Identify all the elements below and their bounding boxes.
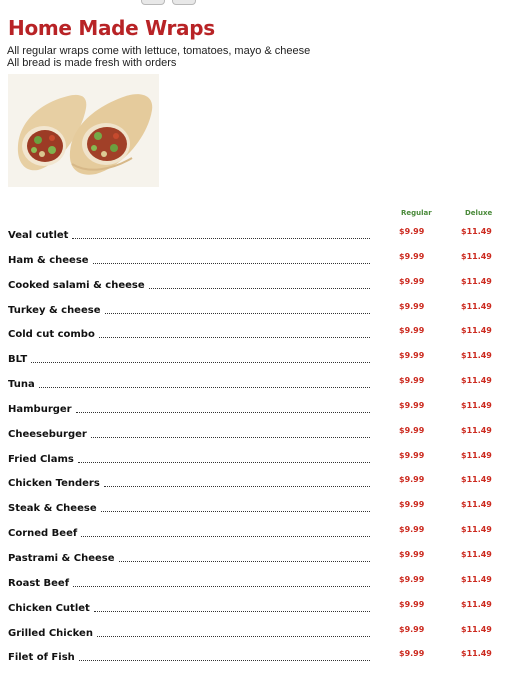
menu-item-name: Pastrami & Cheese (8, 552, 115, 564)
column-header-deluxe: Deluxe (465, 209, 493, 217)
column-header-regular: Regular (401, 209, 432, 217)
menu-item (8, 628, 370, 639)
menu-description (7, 45, 310, 69)
menu-item (8, 429, 370, 440)
price-deluxe: $11.49 (461, 276, 492, 286)
price-regular: $9.99 (399, 425, 425, 435)
price-regular: $9.99 (399, 624, 425, 634)
menu-item-name: Veal cutlet (8, 230, 69, 241)
menu-item-row (8, 301, 518, 326)
menu-item-name: Ham & cheese (8, 254, 89, 266)
dotted-leader (97, 635, 370, 637)
price-deluxe: $11.49 (461, 649, 492, 659)
price-deluxe: $11.49 (461, 549, 492, 559)
menu-item-row (8, 450, 518, 475)
price-regular: $9.99 (399, 326, 425, 336)
dotted-leader (105, 312, 371, 314)
price-deluxe: $11.49 (461, 624, 492, 634)
menu-item-row (8, 226, 518, 251)
menu-item-name: Cooked salami & cheese (8, 279, 145, 291)
menu-item (8, 454, 370, 465)
menu-item (8, 230, 370, 241)
menu-item-name: BLT (8, 354, 28, 366)
menu-item-row (8, 499, 518, 524)
dotted-leader (78, 461, 370, 463)
menu-item-row (8, 524, 518, 549)
price-regular: $9.99 (399, 525, 425, 535)
menu-item-name: Grilled Chicken (8, 627, 93, 639)
dotted-leader (81, 535, 370, 537)
price-regular: $9.99 (399, 549, 425, 559)
menu-item (8, 503, 370, 514)
menu-item (8, 404, 370, 415)
menu-item-row (8, 350, 518, 375)
price-regular: $9.99 (399, 574, 425, 584)
menu-item-row (8, 474, 518, 499)
price-deluxe: $11.49 (461, 326, 492, 336)
menu-item (8, 255, 370, 266)
dotted-leader (101, 510, 370, 512)
price-regular: $9.99 (399, 500, 425, 510)
wrap-photo (8, 74, 159, 187)
price-deluxe: $11.49 (461, 500, 492, 510)
dotted-leader (94, 610, 370, 612)
price-regular: $9.99 (399, 376, 425, 386)
price-regular: $9.99 (399, 301, 425, 311)
menu-item (8, 652, 370, 663)
menu-item-name: Filet of Fish (8, 652, 75, 664)
dotted-leader (149, 287, 370, 289)
menu-item-name: Corned Beef (8, 528, 78, 540)
menu-list (8, 226, 518, 673)
menu-item (8, 528, 370, 539)
price-deluxe: $11.49 (461, 425, 492, 435)
menu-item (8, 578, 370, 589)
price-deluxe: $11.49 (461, 450, 492, 460)
price-regular: $9.99 (399, 251, 425, 261)
page-title: Home Made Wraps (8, 16, 215, 40)
menu-item-name: Hamburger (8, 403, 72, 415)
price-deluxe: $11.49 (461, 574, 492, 584)
menu-item (8, 305, 370, 316)
dotted-leader (73, 585, 370, 587)
price-deluxe: $11.49 (461, 400, 492, 410)
description-line: All regular wraps come with lettuce, tomatoes, mayo & cheese (7, 45, 311, 57)
menu-item-name: Chicken Tenders (8, 478, 100, 490)
price-regular: $9.99 (399, 400, 425, 410)
menu-item (8, 329, 370, 340)
menu-item-name: Chicken Cutlet (8, 602, 90, 614)
dotted-leader (72, 237, 370, 239)
menu-item-row (8, 549, 518, 574)
menu-item-row (8, 375, 518, 400)
price-deluxe: $11.49 (461, 525, 492, 535)
menu-item-name: Turkey & cheese (8, 304, 101, 316)
top-tab-right[interactable] (172, 0, 196, 5)
dotted-leader (31, 361, 370, 363)
dotted-leader (39, 386, 370, 388)
menu-item-row (8, 425, 518, 450)
price-deluxe: $11.49 (461, 227, 492, 236)
price-regular: $9.99 (399, 649, 425, 659)
menu-item-name: Fried Clams (8, 453, 74, 465)
dotted-leader (104, 485, 370, 487)
menu-item (8, 379, 370, 390)
menu-item-name: Cold cut combo (8, 329, 95, 341)
dotted-leader (119, 560, 370, 562)
menu-item-row (8, 574, 518, 599)
menu-item-row (8, 599, 518, 624)
dotted-leader (79, 659, 370, 661)
menu-item-name: Steak & Cheese (8, 503, 97, 515)
top-tab-left[interactable] (141, 0, 165, 5)
menu-item-name: Tuna (8, 379, 35, 391)
price-deluxe: $11.49 (461, 301, 492, 311)
menu-item-row (8, 325, 518, 350)
price-regular: $9.99 (399, 227, 425, 236)
menu-item (8, 603, 370, 614)
price-regular: $9.99 (399, 276, 425, 286)
menu-item-row (8, 400, 518, 425)
menu-item-row (8, 251, 518, 276)
menu-item-row (8, 648, 518, 673)
menu-item (8, 478, 370, 489)
description-line: All bread is made fresh with orders (7, 57, 177, 69)
dotted-leader (99, 336, 370, 338)
menu-item-row (8, 624, 518, 649)
menu-item (8, 280, 370, 291)
price-regular: $9.99 (399, 599, 425, 609)
price-deluxe: $11.49 (461, 251, 492, 261)
price-deluxe: $11.49 (461, 475, 492, 485)
price-deluxe: $11.49 (461, 376, 492, 386)
menu-item-name: Cheeseburger (8, 428, 87, 440)
menu-item (8, 553, 370, 564)
dotted-leader (93, 262, 370, 264)
menu-item (8, 354, 370, 365)
price-regular: $9.99 (399, 450, 425, 460)
price-deluxe: $11.49 (461, 351, 492, 361)
price-deluxe: $11.49 (461, 599, 492, 609)
menu-item-name: Roast Beef (8, 577, 70, 589)
dotted-leader (91, 436, 370, 438)
dotted-leader (76, 411, 370, 413)
menu-item-row (8, 276, 518, 301)
price-regular: $9.99 (399, 475, 425, 485)
price-regular: $9.99 (399, 351, 425, 361)
